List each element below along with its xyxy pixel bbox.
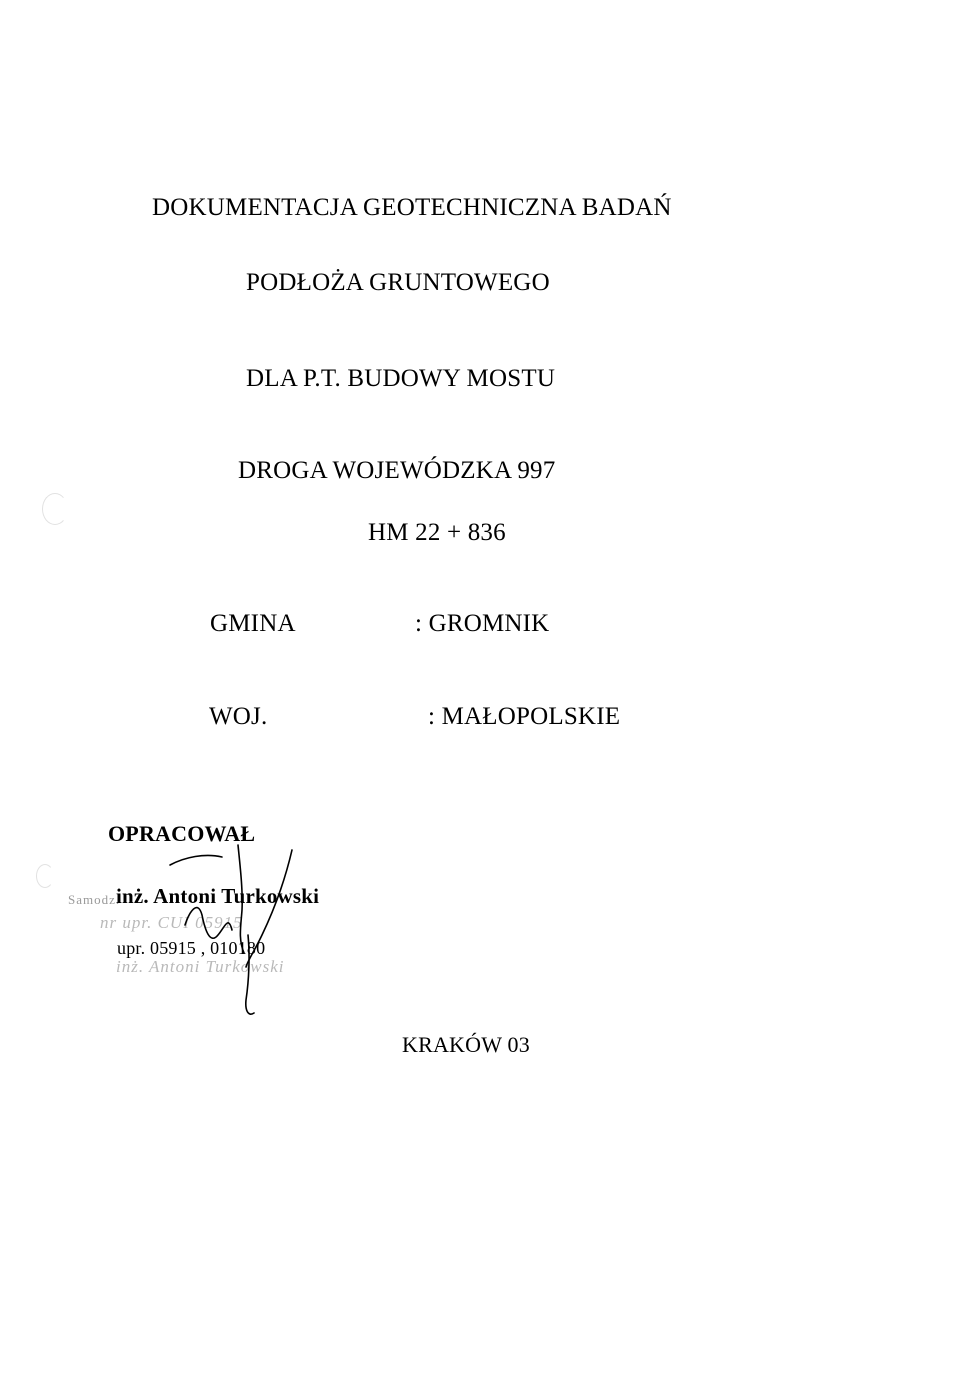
title-line-3: DLA P.T. BUDOWY MOSTU: [246, 365, 556, 392]
stamp-text: Samodz.: [68, 892, 121, 907]
author-license: upr. 05915 , 010180: [117, 938, 266, 958]
title-line-1: DOKUMENTACJA GEOTECHNICZNA BADAŃ: [152, 194, 672, 221]
place-date: KRAKÓW 03: [402, 1032, 530, 1057]
title-line-4: DROGA WOJEWÓDZKA 997: [238, 457, 556, 484]
title-line-2: PODŁOŻA GRUNTOWEGO: [246, 269, 550, 296]
author-name: inż. Antoni Turkowski: [116, 884, 320, 908]
woj-label: WOJ.: [209, 703, 268, 730]
author-heading: OPRACOWAŁ: [108, 821, 256, 846]
stamp-text: nr upr. CUI 05915: [100, 913, 243, 932]
gmina-value: : GROMNIK: [415, 610, 550, 637]
title-line-5: HM 22 + 836: [368, 519, 506, 546]
handwritten-signature: [150, 835, 310, 1020]
woj-value: : MAŁOPOLSKIE: [428, 703, 621, 730]
scan-artifact: [36, 864, 54, 888]
gmina-label: GMINA: [210, 610, 296, 637]
stamp-text: inż. Antoni Turkowski: [116, 957, 285, 976]
scan-artifact: [42, 493, 68, 525]
